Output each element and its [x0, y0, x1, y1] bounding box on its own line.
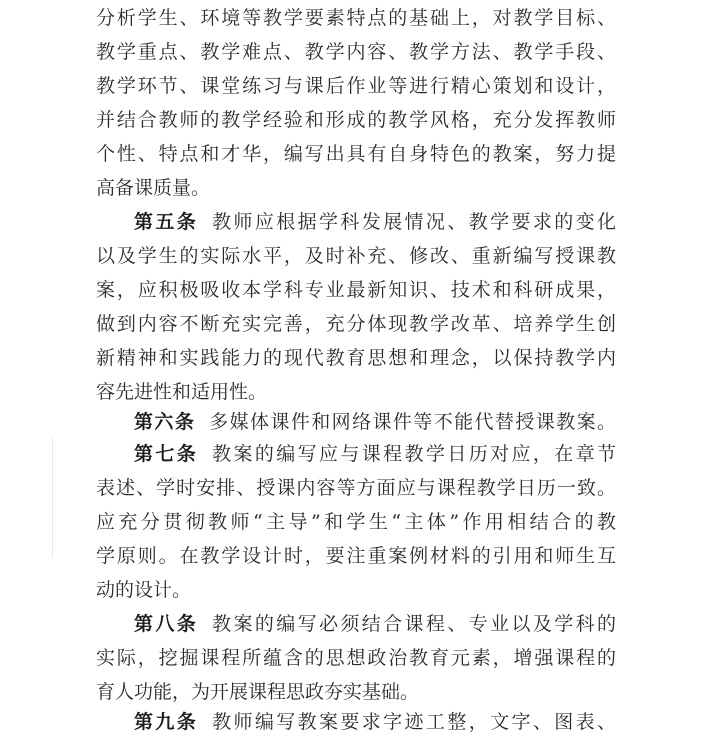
article-number: 第六条	[134, 411, 196, 433]
text-line: 高备课质量。	[96, 177, 211, 199]
text-line: 教学重点、教学难点、教学内容、教学方法、教学手段、	[96, 41, 616, 63]
article-number: 第七条	[134, 443, 199, 465]
text-line: 个性、特点和才华，编写出具有自身特色的教案，努力提	[96, 143, 616, 165]
text-line: 容先进性和适用性。	[96, 381, 268, 403]
text-line: 案，应积极吸收本学科专业最新知识、技术和科研成果，	[96, 279, 616, 301]
article-first-line	[134, 706, 616, 738]
article-text: 教师编写教案要求字迹工整，文字、图表、	[212, 711, 616, 733]
article-first-line	[134, 406, 616, 438]
article-text: 教案的编写应与课程教学日历对应，在章节	[212, 443, 616, 465]
text-line: 并结合教师的教学经验和形成的教学风格，充分发挥教师	[96, 109, 616, 131]
text-line: 动的设计。	[96, 579, 192, 601]
text-line: 新精神和实践能力的现代教育思想和理念，以保持教学内	[96, 347, 616, 369]
text-line: 分析学生、环境等教学要素特点的基础上，对教学目标、	[96, 7, 616, 29]
scan-edge-mark	[52, 438, 53, 558]
article-first-line	[134, 438, 616, 470]
text-line: 应充分贯彻教师“主导”和学生“主体”作用相结合的教	[96, 511, 616, 533]
article-number: 第五条	[134, 211, 199, 233]
article-first-line	[134, 608, 616, 640]
text-line: 做到内容不断充实完善，充分体现教学改革、培养学生创	[96, 313, 616, 335]
text-line: 教学环节、课堂练习与课后作业等进行精心策划和设计，	[96, 75, 616, 97]
text-line: 表述、学时安排、授课内容等方面应与课程教学日历一致。	[96, 477, 616, 499]
text-line: 学原则。在教学设计时，要注重案例材料的引用和师生互	[96, 545, 616, 567]
article-number: 第八条	[134, 613, 199, 635]
article-text: 多媒体课件和网络课件等不能代替授课教案。	[209, 411, 616, 433]
text-line: 实际，挖掘课程所蕴含的思想政治教育元素，增强课程的	[96, 647, 616, 669]
text-line: 以及学生的实际水平，及时补充、修改、重新编写授课教	[96, 245, 616, 267]
article-first-line	[134, 206, 616, 238]
article-text: 教师应根据学科发展情况、教学要求的变化	[212, 211, 616, 233]
text-line: 育人功能，为开展课程思政夯实基础。	[96, 681, 420, 703]
article-number: 第九条	[134, 711, 199, 733]
article-text: 教案的编写必须结合课程、专业以及学科的	[212, 613, 616, 635]
